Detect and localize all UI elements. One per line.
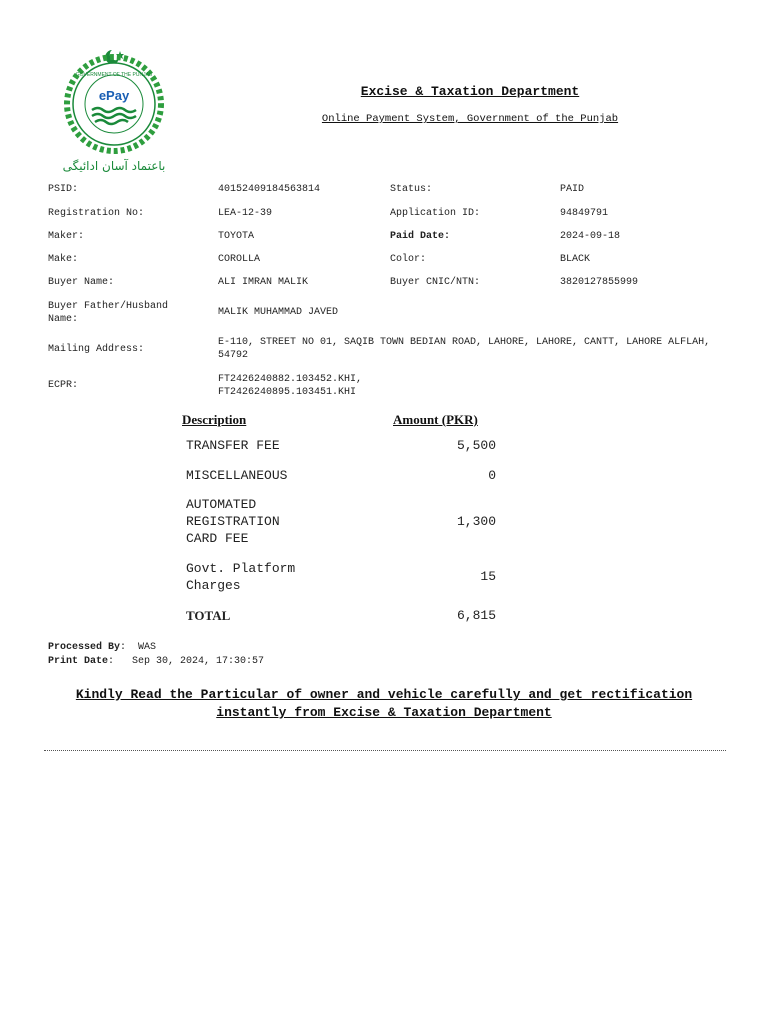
rectification-notice: Kindly Read the Particular of owner and vehicle carefully and get rectification instantly from Excise & Taxation Department	[75, 687, 693, 720]
make-label: Make:	[48, 254, 79, 265]
processed-by: Processed By: WAS	[48, 642, 157, 653]
maker-label: Maker:	[48, 231, 85, 242]
fee-amount: 5,500	[456, 438, 496, 453]
psid-label: PSID:	[48, 184, 79, 195]
detail-row-ecpr	[48, 373, 738, 401]
mailing-address-value: E-110, STREET NO 01, SAQIB TOWN BEDIAN ROAD, LAHORE, LAHORE, CANTT, LAHORE ALFLAH, 54792	[218, 337, 711, 361]
buyer-cnic-value: 3820127855999	[560, 277, 639, 288]
punjab-epay-logo	[62, 44, 166, 178]
status-label: Status:	[390, 184, 433, 195]
detail-row-father	[48, 300, 738, 328]
description-header: Description	[182, 412, 247, 427]
fee-amount: 15	[480, 569, 496, 584]
processed-by-label: Processed By	[48, 642, 121, 653]
application-id-value: 94849791	[560, 208, 609, 219]
mailing-address-label: Mailing Address:	[48, 344, 145, 355]
epay-brand-text: ePay	[98, 88, 130, 103]
total-amount: 6,815	[456, 608, 496, 623]
fee-description: TRANSFER FEE	[186, 438, 280, 453]
ecpr-value: FT2426240882.103452.KHI, FT2426240895.103451.KHI	[218, 374, 363, 398]
registration-value: LEA-12-39	[218, 208, 273, 219]
buyer-name-value: ALI IMRAN MALIK	[218, 277, 309, 288]
paid-date-value: 2024-09-18	[560, 231, 621, 242]
amount-header: Amount (PKR)	[393, 412, 478, 427]
detail-row-address	[48, 336, 738, 364]
system-subtitle: Online Payment System, Government of the Punjab	[321, 113, 619, 125]
buyer-cnic-label: Buyer CNIC/NTN:	[390, 277, 481, 288]
urdu-tagline: باعتماد آسان ادائیگی	[62, 159, 166, 173]
fee-amount: 0	[488, 468, 496, 483]
fee-description: MISCELLANEOUS	[186, 468, 288, 483]
fee-description: AUTOMATED REGISTRATION CARD FEE	[186, 497, 280, 546]
status-value: PAID	[560, 184, 585, 195]
department-title: Excise & Taxation Department	[360, 84, 580, 99]
fee-description: Govt. Platform Charges	[186, 561, 296, 593]
fee-row-platform	[186, 560, 496, 596]
paid-date-label: Paid Date:	[390, 231, 451, 242]
fee-row-registration-card	[186, 496, 496, 548]
logo-ring-text: GOVERNMENT OF THE PUNJAB	[75, 72, 153, 78]
make-value: COROLLA	[218, 254, 261, 265]
print-date: Print Date: Sep 30, 2024, 17:30:57	[48, 656, 265, 667]
total-label: TOTAL	[186, 608, 231, 623]
processed-by-value: WAS	[138, 642, 157, 653]
ecpr-label: ECPR:	[48, 380, 79, 391]
registration-label: Registration No:	[48, 208, 145, 219]
print-date-value: Sep 30, 2024, 17:30:57	[132, 656, 265, 667]
father-name-value: MALIK MUHAMMAD JAVED	[218, 307, 339, 318]
buyer-name-label: Buyer Name:	[48, 277, 115, 288]
father-name-label: Buyer Father/Husband Name:	[48, 301, 169, 325]
application-id-label: Application ID:	[390, 208, 481, 219]
color-label: Color:	[390, 254, 427, 265]
fee-amount: 1,300	[456, 514, 496, 529]
psid-value: 40152409184563814	[218, 184, 321, 195]
dotted-divider	[44, 750, 726, 751]
color-value: BLACK	[560, 254, 591, 265]
maker-value: TOYOTA	[218, 231, 255, 242]
print-date-label: Print Date	[48, 656, 109, 667]
